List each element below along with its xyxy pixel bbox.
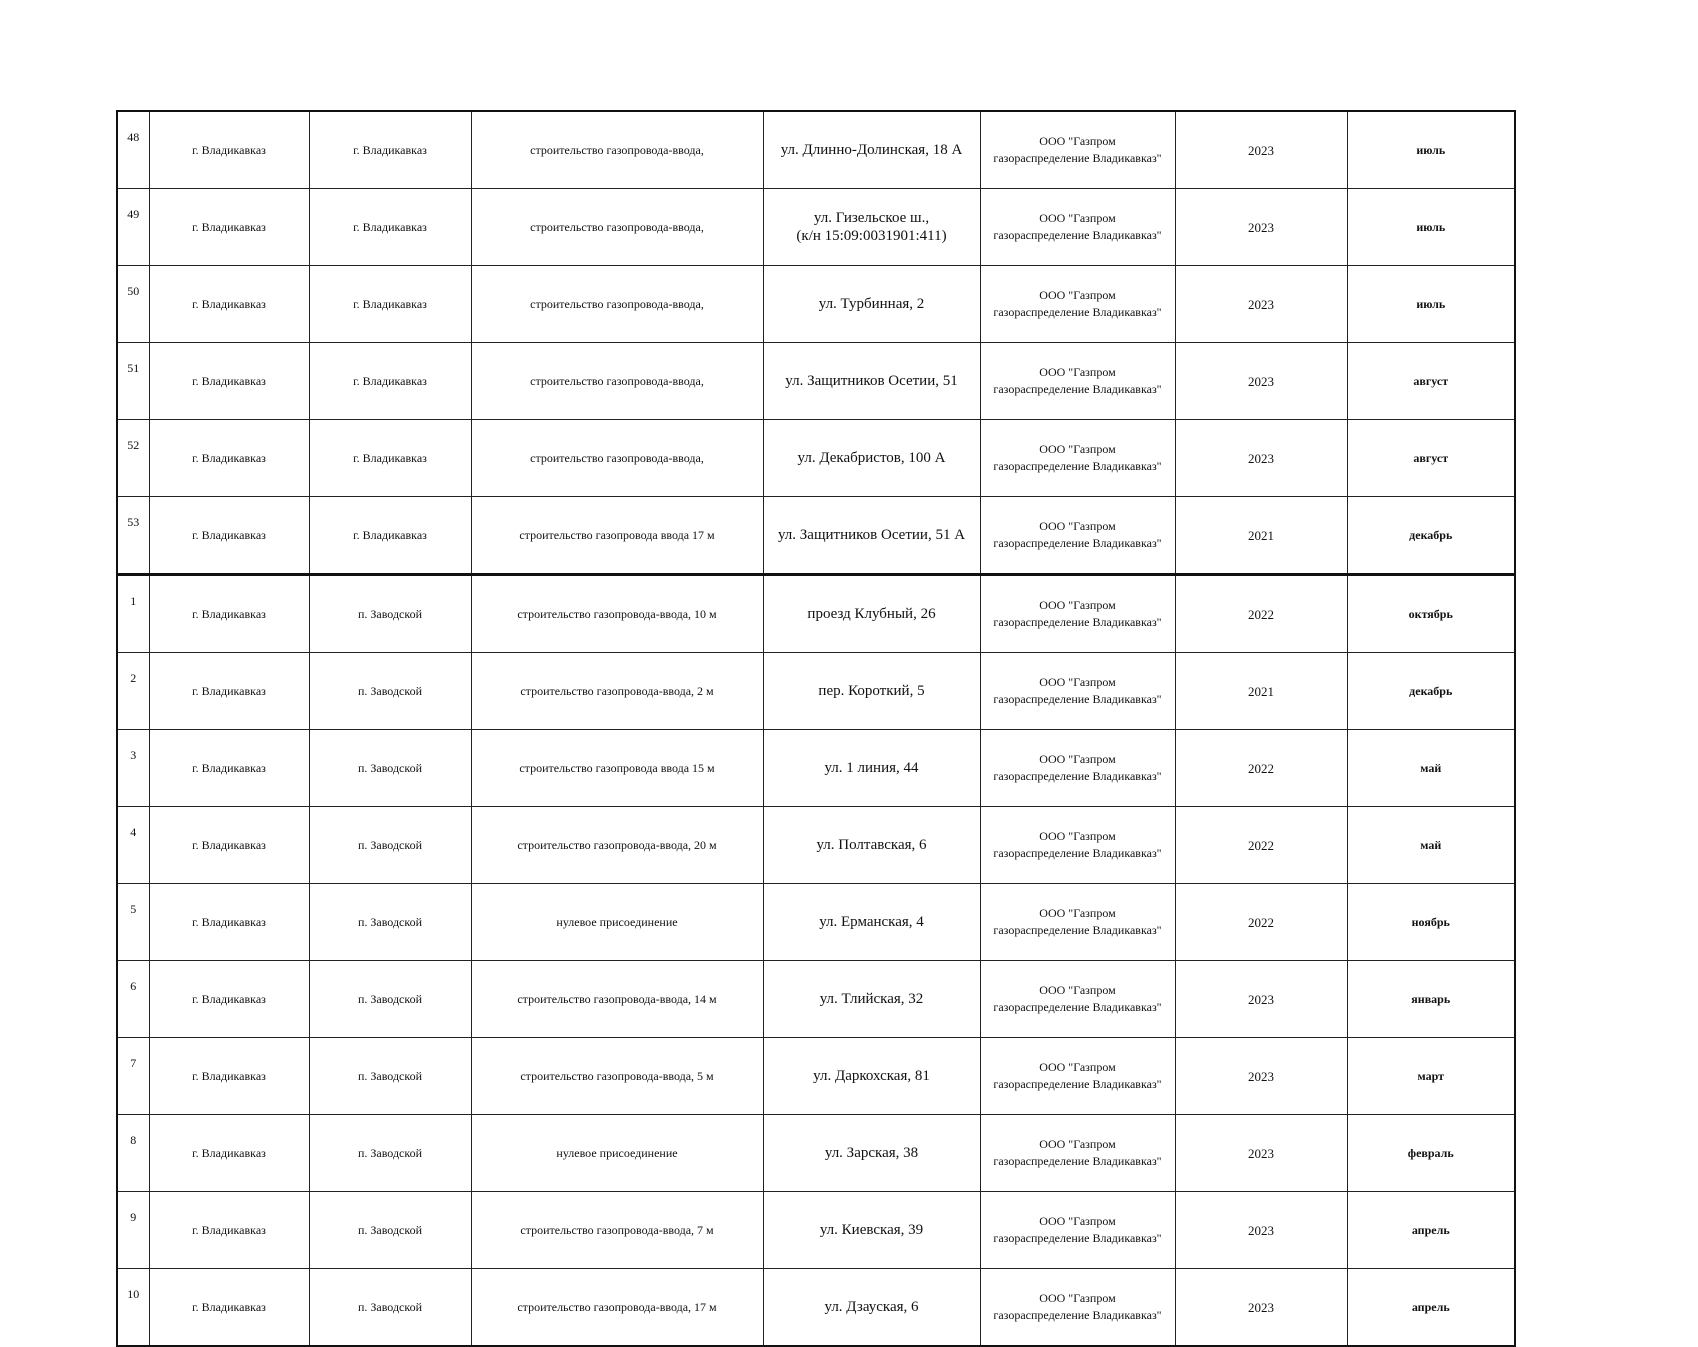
organization-line: газораспределение Владикавказ" [993,536,1162,550]
year-cell: 2021 [1175,653,1347,730]
organization-cell [980,653,1175,730]
locality-cell: п. Заводской [309,1269,471,1347]
district-cell: г. Владикавказ [149,343,309,420]
organization-cell [980,1192,1175,1269]
table-row [117,653,1515,730]
organization-line: газораспределение Владикавказ" [993,459,1162,473]
table-body [117,111,1515,1346]
address-line: ул. Декабристов, 100 А [797,450,946,466]
district-cell: г. Владикавказ [149,1038,309,1115]
locality-cell: п. Заводской [309,730,471,807]
locality-cell: п. Заводской [309,884,471,961]
row-number: 53 [117,497,149,575]
work-type-cell: строительство газопровода-ввода, [471,266,763,343]
table-row [117,343,1515,420]
address-line: ул. Гизельское ш., [813,210,930,226]
locality-cell: п. Заводской [309,1038,471,1115]
address-line: ул. Ерманская, 4 [819,914,924,930]
address-line: ул. 1 линия, 44 [824,760,919,776]
district-cell: г. Владикавказ [149,189,309,266]
work-type-cell: строительство газопровода-ввода, 14 м [471,961,763,1038]
month-cell: ноябрь [1347,884,1515,961]
table-row [117,266,1515,343]
organization-line: ООО "Газпром [1039,1291,1116,1305]
year-cell: 2023 [1175,420,1347,497]
year-cell: 2023 [1175,189,1347,266]
row-number: 2 [117,653,149,730]
organization-line: газораспределение Владикавказ" [993,846,1162,860]
address-line: ул. Защитников Осетии, 51 [785,373,958,389]
district-cell: г. Владикавказ [149,1115,309,1192]
year-cell: 2023 [1175,343,1347,420]
address-line: ул. Зарская, 38 [824,1145,919,1161]
month-cell: декабрь [1347,653,1515,730]
address-cell [763,497,980,575]
organization-line: ООО "Газпром [1039,829,1116,843]
organization-line: ООО "Газпром [1039,906,1116,920]
locality-cell: г. Владикавказ [309,343,471,420]
work-type-cell: строительство газопровода-ввода, 17 м [471,1269,763,1347]
address-line: пер. Короткий, 5 [818,683,925,699]
month-cell: май [1347,807,1515,884]
year-cell: 2022 [1175,575,1347,653]
row-number: 9 [117,1192,149,1269]
address-line: ул. Длинно-Долинская, 18 А [780,142,963,158]
locality-cell: г. Владикавказ [309,111,471,189]
locality-cell: п. Заводской [309,1115,471,1192]
organization-line: газораспределение Владикавказ" [993,692,1162,706]
work-type-cell: строительство газопровода-ввода, 20 м [471,807,763,884]
row-number: 5 [117,884,149,961]
organization-line: ООО "Газпром [1039,1214,1116,1228]
district-cell: г. Владикавказ [149,497,309,575]
organization-line: ООО "Газпром [1039,134,1116,148]
organization-line: ООО "Газпром [1039,519,1116,533]
year-cell: 2022 [1175,807,1347,884]
organization-line: газораспределение Владикавказ" [993,1000,1162,1014]
address-cell [763,111,980,189]
row-number: 3 [117,730,149,807]
organization-cell [980,189,1175,266]
organization-line: ООО "Газпром [1039,598,1116,612]
organization-line: ООО "Газпром [1039,1060,1116,1074]
work-type-cell: строительство газопровода-ввода, 10 м [471,575,763,653]
organization-line: ООО "Газпром [1039,675,1116,689]
table-row [117,807,1515,884]
address-cell [763,189,980,266]
address-cell [763,575,980,653]
year-cell: 2023 [1175,961,1347,1038]
organization-cell [980,1038,1175,1115]
organization-cell [980,420,1175,497]
work-type-cell: строительство газопровода-ввода, [471,189,763,266]
locality-cell: г. Владикавказ [309,266,471,343]
district-cell: г. Владикавказ [149,111,309,189]
address-line: проезд Клубный, 26 [807,606,936,622]
row-number: 49 [117,189,149,266]
district-cell: г. Владикавказ [149,420,309,497]
year-cell: 2022 [1175,884,1347,961]
address-line: ул. Турбинная, 2 [818,296,925,312]
address-cell [763,420,980,497]
organization-cell [980,266,1175,343]
row-number: 48 [117,111,149,189]
table-row [117,1038,1515,1115]
row-number: 1 [117,575,149,653]
table-row [117,1115,1515,1192]
work-type-cell: нулевое присоединение [471,1115,763,1192]
organization-cell [980,807,1175,884]
organization-cell [980,884,1175,961]
month-cell: август [1347,420,1515,497]
organization-cell [980,575,1175,653]
month-cell: апрель [1347,1192,1515,1269]
address-line: ул. Тлийская, 32 [819,991,924,1007]
table-row [117,1269,1515,1347]
organization-line: ООО "Газпром [1039,288,1116,302]
organization-line: газораспределение Владикавказ" [993,615,1162,629]
district-cell: г. Владикавказ [149,961,309,1038]
year-cell: 2023 [1175,111,1347,189]
organization-line: газораспределение Владикавказ" [993,1077,1162,1091]
district-cell: г. Владикавказ [149,575,309,653]
district-cell: г. Владикавказ [149,653,309,730]
table-row [117,1192,1515,1269]
year-cell: 2022 [1175,730,1347,807]
address-line: ул. Защитников Осетии, 51 А [777,527,966,543]
locality-cell: п. Заводской [309,575,471,653]
month-cell: июль [1347,111,1515,189]
locality-cell: п. Заводской [309,653,471,730]
organization-cell [980,961,1175,1038]
work-type-cell: строительство газопровода ввода 17 м [471,497,763,575]
table-row [117,189,1515,266]
month-cell: июль [1347,189,1515,266]
organization-line: газораспределение Владикавказ" [993,1308,1162,1322]
table-row [117,575,1515,653]
address-cell [763,961,980,1038]
month-cell: январь [1347,961,1515,1038]
row-number: 6 [117,961,149,1038]
organization-line: ООО "Газпром [1039,1137,1116,1151]
address-cell [763,807,980,884]
work-type-cell: строительство газопровода ввода 15 м [471,730,763,807]
address-line: ул. Полтавская, 6 [816,837,927,853]
address-cell [763,884,980,961]
address-cell [763,1038,980,1115]
row-number: 51 [117,343,149,420]
month-cell: декабрь [1347,497,1515,575]
organization-cell [980,343,1175,420]
address-cell [763,266,980,343]
address-line: ул. Дзауская, 6 [824,1299,919,1315]
organization-line: ООО "Газпром [1039,752,1116,766]
district-cell: г. Владикавказ [149,884,309,961]
organization-cell [980,1115,1175,1192]
organization-line: ООО "Газпром [1039,442,1116,456]
locality-cell: г. Владикавказ [309,497,471,575]
district-cell: г. Владикавказ [149,266,309,343]
work-type-cell: нулевое присоединение [471,884,763,961]
year-cell: 2023 [1175,266,1347,343]
work-type-cell: строительство газопровода-ввода, 7 м [471,1192,763,1269]
work-type-cell: строительство газопровода-ввода, 2 м [471,653,763,730]
table-row [117,961,1515,1038]
organization-line: газораспределение Владикавказ" [993,228,1162,242]
district-cell: г. Владикавказ [149,1192,309,1269]
organization-line: ООО "Газпром [1039,983,1116,997]
work-type-cell: строительство газопровода-ввода, [471,111,763,189]
table-row [117,420,1515,497]
district-cell: г. Владикавказ [149,807,309,884]
organization-cell [980,1269,1175,1347]
locality-cell: п. Заводской [309,961,471,1038]
month-cell: август [1347,343,1515,420]
district-cell: г. Владикавказ [149,1269,309,1347]
organization-line: газораспределение Владикавказ" [993,151,1162,165]
month-cell: март [1347,1038,1515,1115]
row-number: 52 [117,420,149,497]
year-cell: 2023 [1175,1115,1347,1192]
locality-cell: п. Заводской [309,1192,471,1269]
gasification-schedule-table [116,110,1516,1347]
organization-cell [980,111,1175,189]
row-number: 8 [117,1115,149,1192]
row-number: 10 [117,1269,149,1347]
year-cell: 2023 [1175,1038,1347,1115]
address-cell [763,730,980,807]
address-line: ул. Киевская, 39 [819,1222,924,1238]
locality-cell: г. Владикавказ [309,420,471,497]
organization-line: газораспределение Владикавказ" [993,382,1162,396]
organization-line: ООО "Газпром [1039,365,1116,379]
work-type-cell: строительство газопровода-ввода, 5 м [471,1038,763,1115]
address-cell [763,343,980,420]
district-cell: г. Владикавказ [149,730,309,807]
locality-cell: п. Заводской [309,807,471,884]
organization-line: газораспределение Владикавказ" [993,305,1162,319]
organization-line: газораспределение Владикавказ" [993,923,1162,937]
row-number: 50 [117,266,149,343]
organization-line: газораспределение Владикавказ" [993,1231,1162,1245]
month-cell: июль [1347,266,1515,343]
month-cell: октябрь [1347,575,1515,653]
address-line: (к/н 15:09:0031901:411) [796,228,947,244]
month-cell: апрель [1347,1269,1515,1347]
row-number: 4 [117,807,149,884]
year-cell: 2021 [1175,497,1347,575]
row-number: 7 [117,1038,149,1115]
work-type-cell: строительство газопровода-ввода, [471,343,763,420]
organization-cell [980,497,1175,575]
work-type-cell: строительство газопровода-ввода, [471,420,763,497]
year-cell: 2023 [1175,1269,1347,1347]
year-cell: 2023 [1175,1192,1347,1269]
table-row [117,111,1515,189]
table-row [117,884,1515,961]
month-cell: май [1347,730,1515,807]
table-row [117,730,1515,807]
address-cell [763,1115,980,1192]
organization-line: газораспределение Владикавказ" [993,1154,1162,1168]
table-row [117,497,1515,575]
address-line: ул. Даркохская, 81 [813,1068,930,1084]
organization-line: ООО "Газпром [1039,211,1116,225]
address-cell [763,1192,980,1269]
month-cell: февраль [1347,1115,1515,1192]
organization-cell [980,730,1175,807]
locality-cell: г. Владикавказ [309,189,471,266]
organization-line: газораспределение Владикавказ" [993,769,1162,783]
address-cell [763,653,980,730]
address-cell [763,1269,980,1347]
